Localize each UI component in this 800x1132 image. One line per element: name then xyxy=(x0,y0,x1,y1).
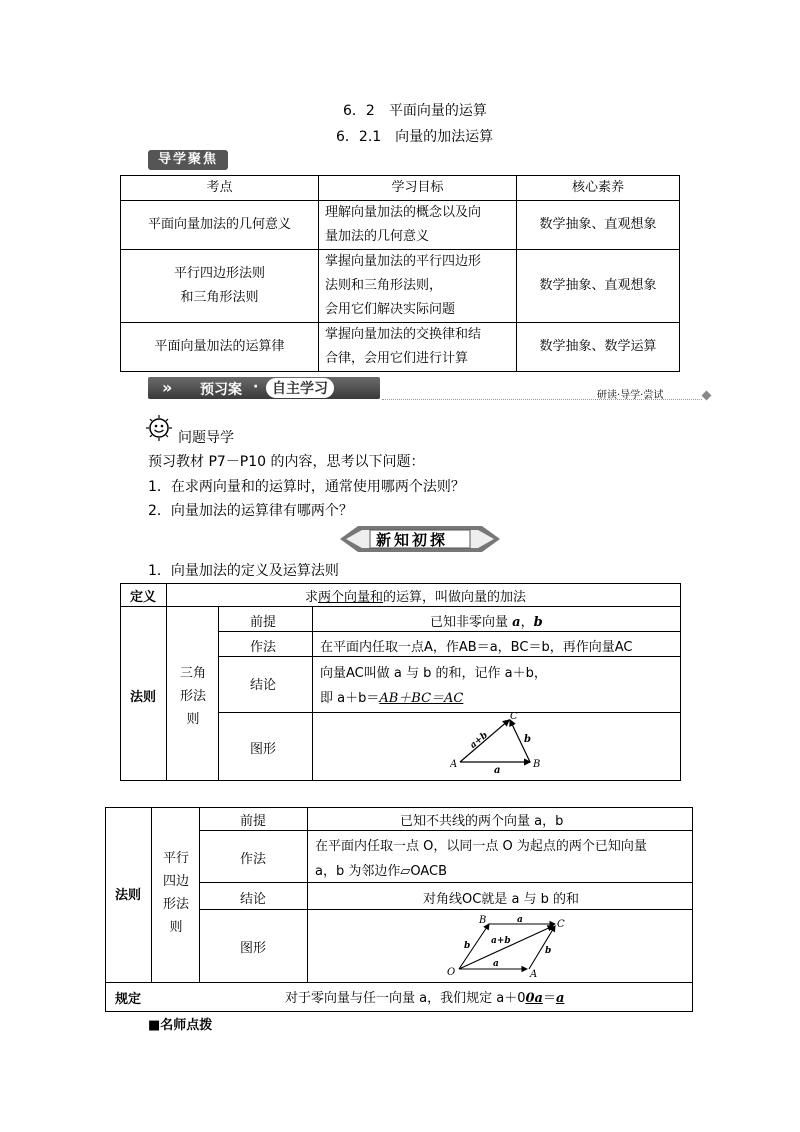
goal-line: 合律，会用它们进行计算 xyxy=(325,351,469,366)
rule2-underlined-2: a xyxy=(555,991,565,1006)
diamond-icon xyxy=(702,391,712,401)
label-line: 形法 xyxy=(179,689,206,704)
conclusion-line-1: 向量AC叫做 a 与 b 的和，记作 a＋b， xyxy=(320,666,547,681)
conclusion-label: 结论 xyxy=(250,678,277,693)
figure-label: 图形 xyxy=(240,941,267,956)
vector-a-label: a xyxy=(517,915,523,925)
rule2-pre: 对于零向量与任一向量 a，我们规定 a＋0 xyxy=(285,991,526,1006)
point-cell: 平面向量加法的几何意义 xyxy=(121,201,319,250)
method-text: 在平面内任取一点A，作AB＝a，BC＝b，再作向量AC xyxy=(320,640,633,655)
premise-text: 已知不共线的两个向量 a，b xyxy=(400,814,564,829)
goal-line: 法则和三角形法则， xyxy=(325,278,443,293)
triangle-rule-label xyxy=(178,662,208,731)
point-b-label: B xyxy=(479,915,487,926)
parallelogram-figure xyxy=(445,911,565,979)
label-line: 三角 xyxy=(179,666,206,681)
conclusion-pre: 即 a＋b＝ xyxy=(320,691,380,706)
point-line: 和三角形法则 xyxy=(180,290,259,305)
goal-cell xyxy=(319,250,517,323)
label-line: 则 xyxy=(186,712,200,727)
literacy-cell: 数学抽象、直观想象 xyxy=(517,201,680,250)
new-banner: 新知初探 xyxy=(376,531,449,549)
label-line: 平行 xyxy=(162,851,189,866)
premise-value: 已知非零向量 xyxy=(430,615,509,630)
method-line-2: a，b 为邻边作▱OACB xyxy=(315,864,448,879)
header-literacy: 核心素养 xyxy=(517,176,680,201)
vector-b-label: b xyxy=(545,946,552,956)
parallelogram-rule-table xyxy=(105,807,693,1012)
figure-label: 图形 xyxy=(250,742,277,757)
guide-question-2: 2．向量加法的运算律有哪两个？ xyxy=(148,503,353,519)
premise-text: 已知非零向量 a，b xyxy=(430,615,543,630)
goal-line: 量加法的几何意义 xyxy=(325,229,430,244)
point-c-label: C xyxy=(557,919,565,930)
vector-b-label: b xyxy=(464,941,471,951)
literacy-cell: 数学抽象、直观想象 xyxy=(517,250,680,323)
goal-line: 理解向量加法的概念以及向 xyxy=(325,205,482,220)
point-b-label: B xyxy=(533,759,541,770)
header-point: 考点 xyxy=(121,176,319,201)
vector-sum-label: a+b xyxy=(468,730,490,751)
method-line-1: 在平面内任取一点 O，以同一点 O 为起点的两个已知向量 xyxy=(315,839,647,854)
label-line: 四边 xyxy=(162,874,189,889)
vector-a-label: a xyxy=(494,765,501,773)
conclusion-underlined: AB＋BC＝AC xyxy=(379,691,464,706)
method-label: 作法 xyxy=(240,852,267,867)
triangle-figure xyxy=(450,713,550,773)
point-cell xyxy=(121,250,319,323)
rule2-eq: ＝ xyxy=(542,991,556,1006)
rule-label: 法则 xyxy=(115,888,142,903)
preview-banner-dot: · xyxy=(253,379,259,395)
focus-tag: 导学聚焦 xyxy=(148,150,228,170)
goal-line: 掌握向量加法的交换律和结 xyxy=(325,327,482,342)
goal-line: 会用它们解决实际问题 xyxy=(325,302,456,317)
goal-cell xyxy=(319,323,517,372)
tips-heading: ■名师点拨 xyxy=(148,1018,213,1033)
def-label: 定义 xyxy=(130,590,157,605)
goal-line: 掌握向量加法的平行四边形 xyxy=(325,254,482,269)
parallelogram-rule-label xyxy=(161,847,191,939)
premise-label: 前提 xyxy=(250,615,277,630)
item-1-title: 1．向量加法的定义及运算法则 xyxy=(148,563,339,579)
rule2-underlined-1: 0a xyxy=(525,991,543,1006)
goal-cell xyxy=(319,201,517,250)
point-cell: 平面向量加法的运算律 xyxy=(121,323,319,372)
smiley-icon xyxy=(146,415,172,441)
focus-table xyxy=(120,175,680,372)
addition-rule-table xyxy=(120,583,681,781)
vector-sum-label: a+b xyxy=(491,936,511,946)
vector-b-label: b xyxy=(524,734,531,745)
section-title: 6．2 平面向量的运算 xyxy=(343,103,487,119)
subsection-title: 6．2.1 向量的加法运算 xyxy=(336,129,494,145)
def-pre: 求 xyxy=(305,590,319,605)
point-c-label: C xyxy=(510,713,518,722)
table-row xyxy=(121,250,680,323)
label-line: 形法 xyxy=(162,897,189,912)
preview-banner xyxy=(148,377,380,399)
conclusion-label: 结论 xyxy=(240,892,267,907)
header-goal: 学习目标 xyxy=(319,176,517,201)
def-underlined: 两个向量和 xyxy=(318,590,384,605)
point-line: 平行四边形法则 xyxy=(173,266,265,281)
double-chevron-icon: » xyxy=(162,378,173,397)
literacy-cell: 数学抽象、数学运算 xyxy=(517,323,680,372)
def-text xyxy=(305,586,526,605)
preview-tagline: 研读·导学·尝试 xyxy=(597,390,664,401)
label-line: 则 xyxy=(169,920,183,935)
guide-title: 问题导学 xyxy=(178,430,234,446)
def-post: 的运算，叫做向量的加法 xyxy=(383,590,527,605)
point-a-label: A xyxy=(450,759,458,770)
rule-label: 法则 xyxy=(130,690,157,705)
point-o-label: O xyxy=(447,967,456,978)
guide-question-1: 1．在求两向量和的运算时，通常使用哪两个法则？ xyxy=(148,479,465,495)
preview-banner-left: 预习案 xyxy=(200,382,242,398)
table-row xyxy=(121,201,680,250)
preview-banner-right: 自主学习 xyxy=(266,378,334,398)
table-row xyxy=(121,323,680,372)
premise-label: 前提 xyxy=(240,814,267,829)
rule2-label: 规定 xyxy=(115,992,142,1007)
rule2-text xyxy=(285,987,564,1006)
vector-a-label: a xyxy=(493,959,499,969)
conclusion-text: 对角线OC就是 a 与 b 的和 xyxy=(423,892,580,907)
guide-intro: 预习教材 P7－P10 的内容，思考以下问题： xyxy=(148,454,425,470)
conclusion-line-2 xyxy=(320,687,463,706)
method-label: 作法 xyxy=(250,640,277,655)
point-a-label: A xyxy=(530,969,538,979)
